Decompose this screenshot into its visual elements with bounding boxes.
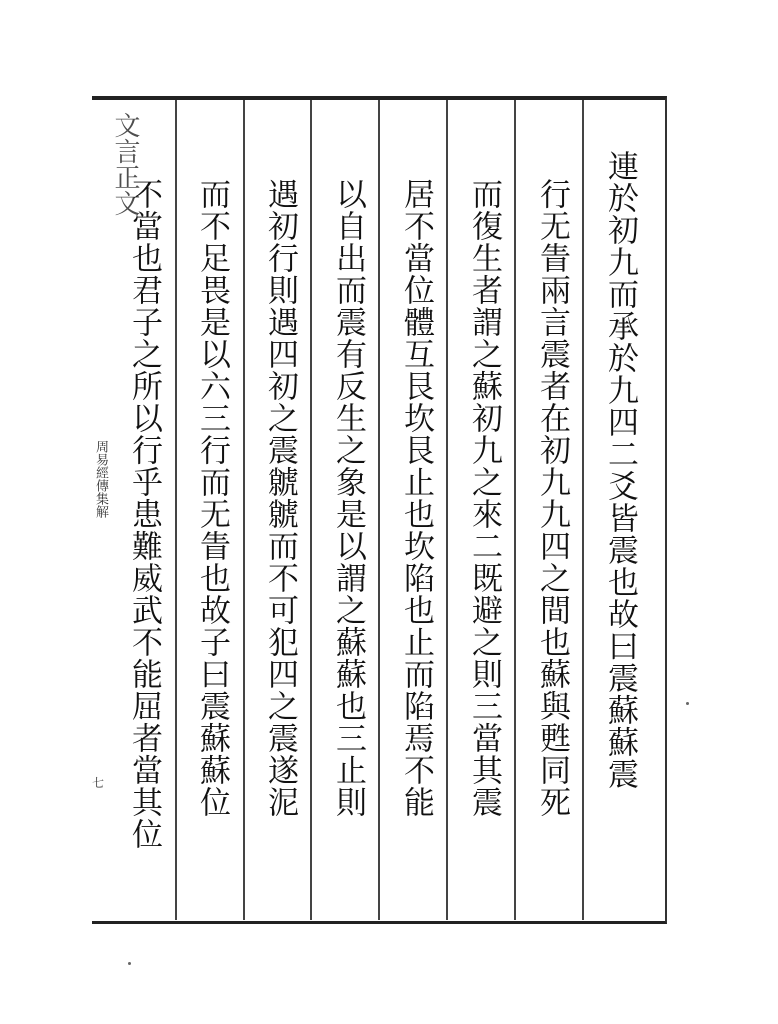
column-rule [378,100,380,920]
fold-page-number: 七 [92,776,105,790]
text-column-4: 居不當位體互艮坎艮止也坎陷也止而陷焉不能 [398,178,434,818]
column-rule [175,100,177,920]
text-column-2: 行无眚兩言震者在初九九四之間也蘇與甦同死 [534,178,570,818]
text-column-3: 而復生者謂之蘇初九之來二既避之則三當其震 [466,178,502,818]
column-rule [582,100,584,920]
text-column-1: 連於初九而承於九四二爻皆震也故曰震蘇蘇震 [602,150,638,790]
ink-speck [128,962,131,965]
column-rule [446,100,448,920]
text-column-7: 而不足畏是以六三行而无眚也故子曰震蘇蘇位 [194,178,230,818]
text-column-8: 不當也君子之所以行乎患難威武不能屈者當其位 [126,178,162,850]
column-rule [514,100,516,920]
column-rule [310,100,312,920]
fold-book-title: 周易經傳集解 [93,440,108,518]
text-column-6: 遇初行則遇四初之震虩虩而不可犯四之震遂泥 [262,178,298,818]
ink-speck [686,702,689,705]
text-column-5: 以自出而震有反生之象是以謂之蘇蘇也三止則 [330,178,366,818]
column-rule [243,100,245,920]
margin-text: 文言正文 [110,112,140,216]
